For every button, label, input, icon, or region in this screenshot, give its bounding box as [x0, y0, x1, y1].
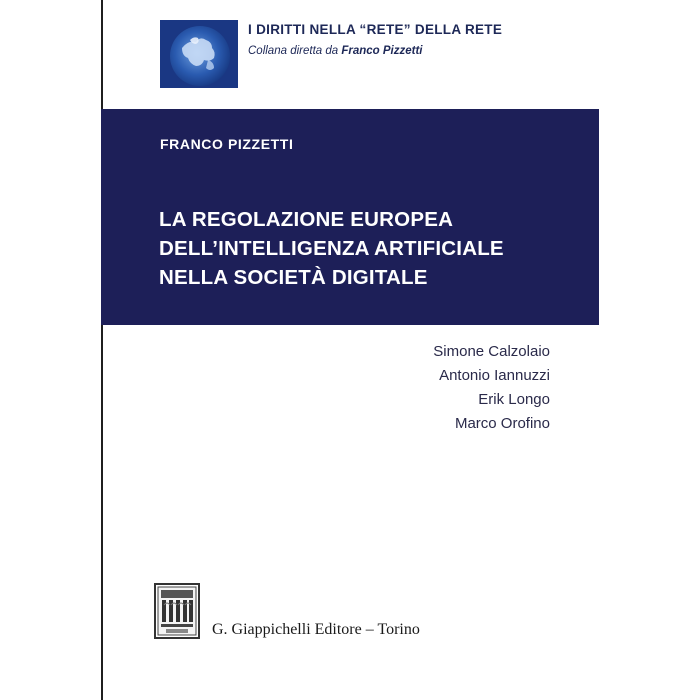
series-subtitle: [248, 45, 423, 57]
contributor-name: Marco Orofino: [454, 415, 550, 432]
book-author: FRANCO PIZZETTI: [160, 136, 294, 152]
book-title-line: NELLA SOCIETÀ DIGITALE: [159, 266, 428, 289]
series-subtitle-prefix: Collana diretta da: [248, 45, 342, 57]
book-title-line: DELL’INTELLIGENZA ARTIFICIALE: [159, 237, 504, 260]
contributor-name: Antonio Iannuzzi: [439, 367, 550, 384]
publisher-name: G. Giappichelli Editore – Torino: [212, 621, 420, 638]
europe-globe-icon: [160, 20, 238, 88]
contributors-list: [433, 340, 550, 436]
publisher-building-icon: [154, 583, 200, 639]
book-title: [159, 205, 589, 292]
spine-line: [101, 0, 103, 700]
contributor-name: Erik Longo: [478, 391, 550, 408]
contributor-name: Simone Calzolaio: [433, 343, 550, 360]
title-panel: [101, 109, 599, 325]
series-title: I DIRITTI NELLA “RETE” DELLA RETE: [248, 22, 503, 37]
series-editor-name: Franco Pizzetti: [341, 45, 423, 57]
book-title-line: LA REGOLAZIONE EUROPEA: [159, 208, 454, 231]
